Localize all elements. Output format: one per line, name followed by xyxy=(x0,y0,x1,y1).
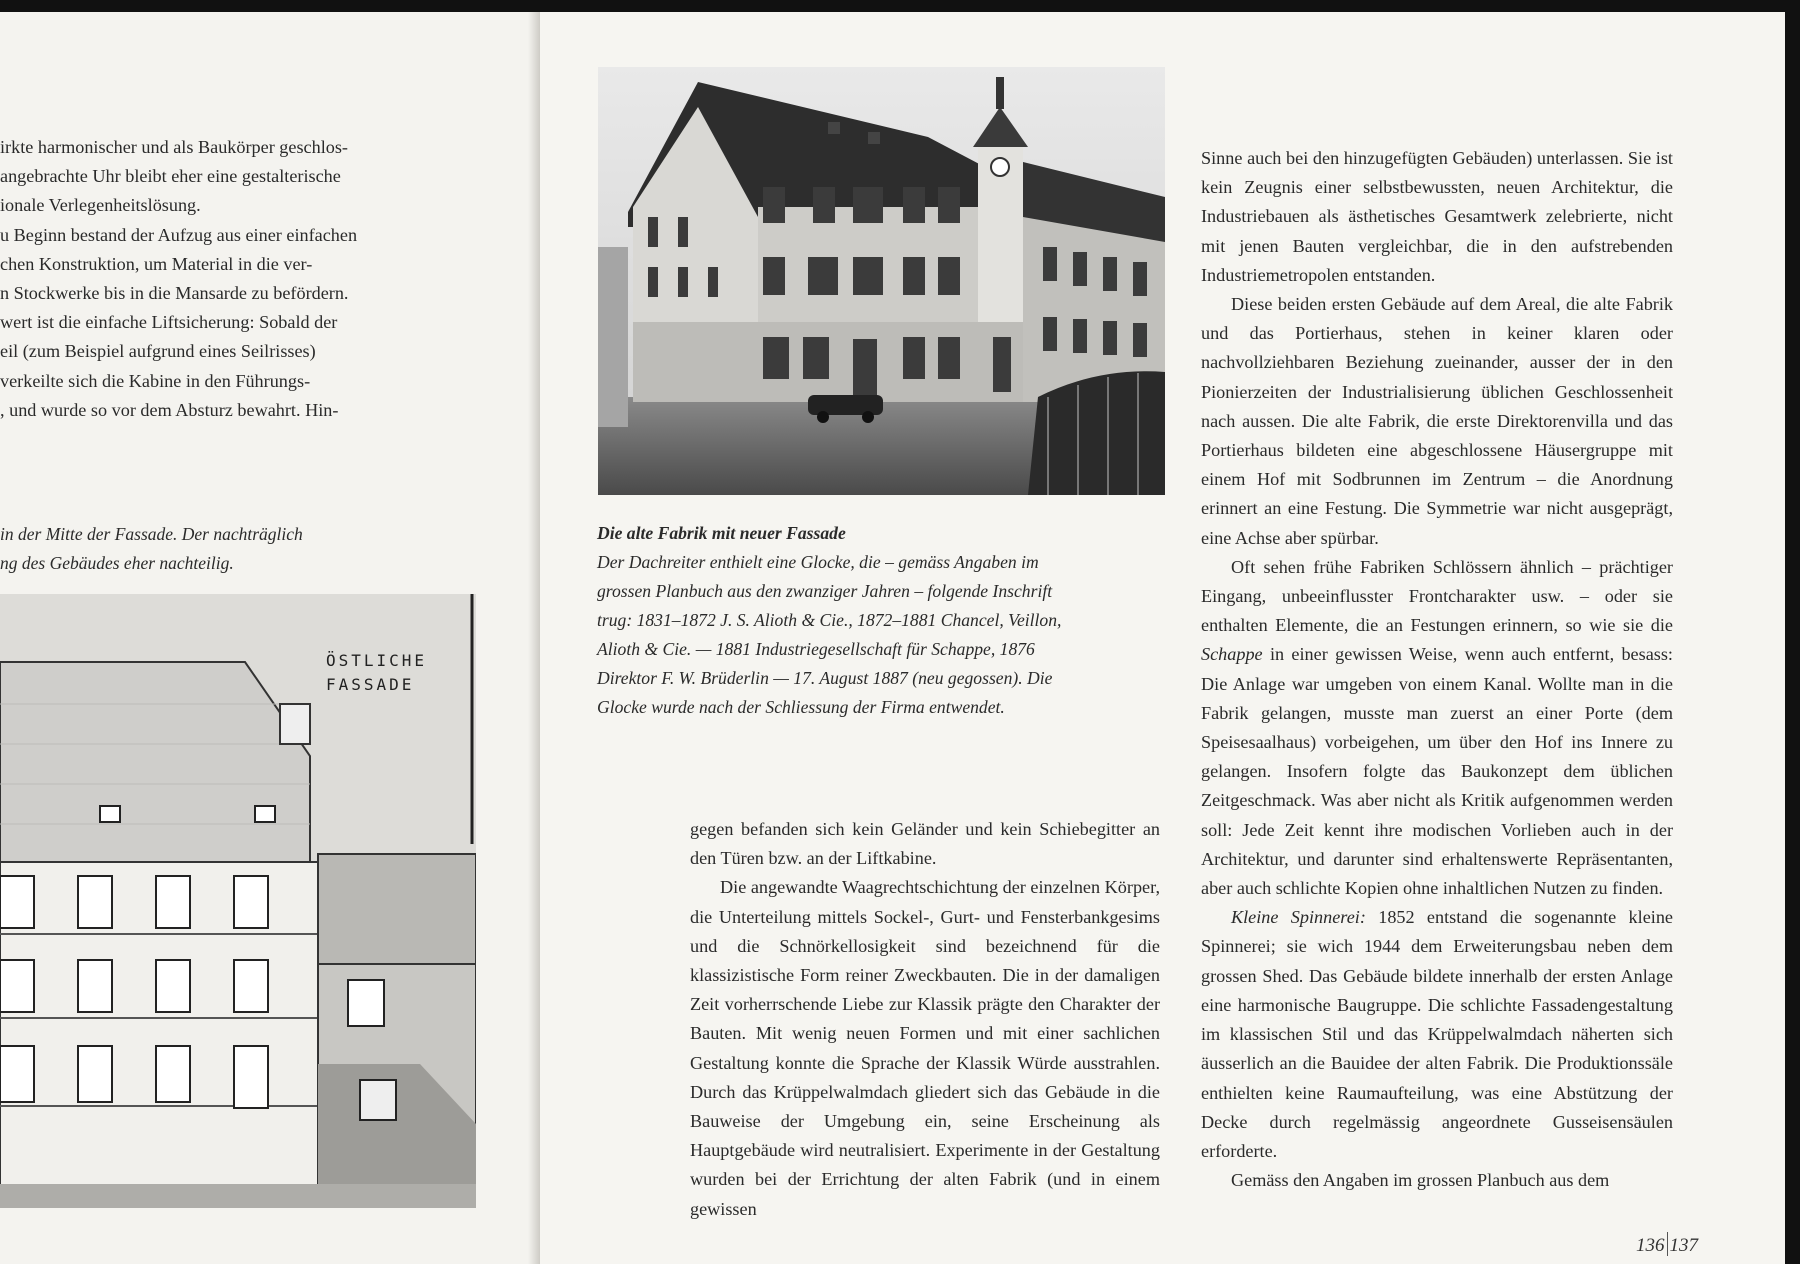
caption-title: Die alte Fabrik mit neuer Fassade xyxy=(597,523,846,543)
paragraph: Gemäss den Angaben im grossen Planbuch aus dem xyxy=(1231,1170,1610,1191)
caption-line: grossen Planbuch aus den zwanziger Jahren – folgende Inschrift xyxy=(597,581,1053,601)
text-line: verkeilte sich die Kabine in den Führungs- xyxy=(0,370,311,391)
page-numbers xyxy=(1636,1232,1698,1257)
middle-text-column xyxy=(690,815,1160,1224)
page-number-divider xyxy=(1667,1232,1668,1256)
text-line: wert ist die einfache Liftsicherung: Sobald der xyxy=(0,312,338,333)
scan-top-edge xyxy=(0,0,1800,12)
page-number-right: 137 xyxy=(1669,1235,1698,1256)
caption-line: Glocke wurde nach der Schliessung der Firma entwendet. xyxy=(597,697,1005,717)
caption-line: Der Dachreiter enthielt eine Glocke, die – gemäss Angaben im xyxy=(597,552,1039,572)
photo-caption xyxy=(597,519,1117,722)
caption-line: trug: 1831–1872 J. S. Alioth & Cie., 1872–1881 Chancel, Veillon, xyxy=(597,610,1062,630)
text-line: eil (zum Beispiel aufgrund eines Seilrisses) xyxy=(0,341,316,362)
paragraph: gegen befanden sich kein Geländer und kein Schiebegitter an den Türen bzw. an der Liftkabine. xyxy=(690,819,1160,869)
paragraph-part: in einer gewissen Weise, wenn auch entfernt, besass: Die Anlage war umgeben von einem Kanal. Wollte man in die Fabrik gelangen, musste man zuerst an einer Porte (dem Speisesaalhaus) vorbeigehen, um über den Hof ins Innere zu gelangen. Insofern folgte das Baukonzept dem üblichen Zeitgeschmack. Was aber nicht als Kritik aufgenommen werden soll: Jede Zeit kennt ihre modischen Vorlieben auch in der Architektur, und darunter sind erhaltenswerte Repräsentanten, aber auch schlichte Kopien ohne inhaltlichen Nutzen zu finden. xyxy=(1201,644,1673,899)
right-text-column xyxy=(1201,144,1673,1195)
paragraph xyxy=(1201,903,1673,1166)
text-line: ionale Verlegenheitslösung. xyxy=(0,195,201,216)
section-lead: Kleine Spinnerei: xyxy=(1231,907,1366,928)
left-body-text xyxy=(0,133,388,425)
text-line: angebrachte Uhr bleibt eher eine gestalterische xyxy=(0,166,341,187)
text-line: irkte harmonischer und als Baukörper geschlos- xyxy=(0,137,348,157)
page-number-left: 136 xyxy=(1636,1235,1665,1256)
old-factory-photo xyxy=(598,67,1165,495)
factory-photo-svg xyxy=(598,67,1165,495)
left-caption xyxy=(0,520,303,578)
text-line: chen Konstruktion, um Material in die ver- xyxy=(0,253,313,274)
paragraph-part: 1852 entstand die sogenannte kleine Spinnerei; sie wich 1944 dem Erweiterungsbau neben dem grossen Shed. Das Gebäude bildete innerhalb der ersten Anlage eine harmonische Baugruppe. Die schlichte Fassadengestaltung im klassischen Stil und das Krüppelwalmdach näherten sich äusserlich an die Bauidee der alten Fabrik. Die Produktionssäle enthielten keine Raumaufteilung, was eine Abstützung der Decke durch regelmässig angeordnete Gusseisensäulen erforderte. xyxy=(1201,907,1673,1161)
paragraph: Diese beiden ersten Gebäude auf dem Areal, die alte Fabrik und das Portierhaus, stehen in keiner klaren oder nachvollziehbaren Beziehung zueinander, ausser der in den Pionierzeiten der Industrialisierung üblichen Geschlossenheit nach aussen. Die alte Fabrik, die erste Direktorenvilla und das Portierhaus bildeten eine abgeschlossene Häusergruppe mit einem Hof mit Sodbrunnen im Zentrum – die Anordnung erinnert an eine Festung. Die Symmetrie war nicht ausgeprägt, eine Achse aber spürbar. xyxy=(1201,294,1673,548)
paragraph-part: Oft sehen frühe Fabriken Schlössern ähnlich – prächtiger Eingang, unbeeinflusster Frontcharakter usw. – oder sie enthalten Elemente, die an Festungen erinnern, so wie sie die xyxy=(1201,556,1673,636)
caption-line: Alioth & Cie. — 1881 Industriegesellschaft für Schappe, 1876 xyxy=(597,639,1035,659)
facade-drawing-svg xyxy=(0,594,476,1208)
paragraph: Die angewandte Waagrechtschichtung der einzelnen Körper, die Unterteilung mittels Sockel-, Gurt- und Fensterbankgesims und die Schnörkellosigkeit sind bezeichnend für die klassizistische Form reiner Zweckbauten. Die in der damaligen Zeit vorherrschende Liebe zur Klassik prägte den Charakter der Bauten. Mit wenig neuen Formen und mit einer sachlichen Gestaltung konnte die Sprache der Klassik Würde ausstrahlen. Durch das Krüppelwalmdach gliedert sich das Gebäude in die Bauweise der Umgebung ein, seine Erscheinung als Hauptgebäude wird neutralisiert. Experimente in der Gestaltung wurden bei der Errichtung der alten Fabrik (und in einem gewissen xyxy=(690,877,1160,1219)
east-facade-drawing xyxy=(0,594,476,1208)
drawing-label-line2: FASSADE xyxy=(326,675,415,694)
drawing-label-line1: ÖSTLICHE xyxy=(326,651,428,670)
caption-line: Direktor F. W. Brüderlin — 17. August 1887 (neu gegossen). Die xyxy=(597,668,1053,688)
emphasis: Schappe xyxy=(1201,644,1263,665)
text-line: , und wurde so vor dem Absturz bewahrt. Hin- xyxy=(0,399,339,420)
caption-line: in der Mitte der Fassade. Der nachträglich xyxy=(0,524,303,544)
paragraph: Sinne auch bei den hinzugefügten Gebäuden) unterlassen. Sie ist kein Zeugnis einer selbstbewussten, neuen Architektur, die Industriebauen als ästhetisches Gesamtwerk zelebrierte, nicht mit jenen Bauten vergleichbar, die in den aufstrebenden Industriemetropolen entstanden. xyxy=(1201,148,1673,285)
paragraph xyxy=(1201,553,1673,903)
scan-right-edge xyxy=(1785,0,1800,1264)
caption-line: ng des Gebäudes eher nachteilig. xyxy=(0,553,234,573)
text-line: u Beginn bestand der Aufzug aus einer einfachen xyxy=(0,224,358,245)
text-line: n Stockwerke bis in die Mansarde zu befördern. xyxy=(0,283,349,304)
left-page xyxy=(0,0,548,1264)
